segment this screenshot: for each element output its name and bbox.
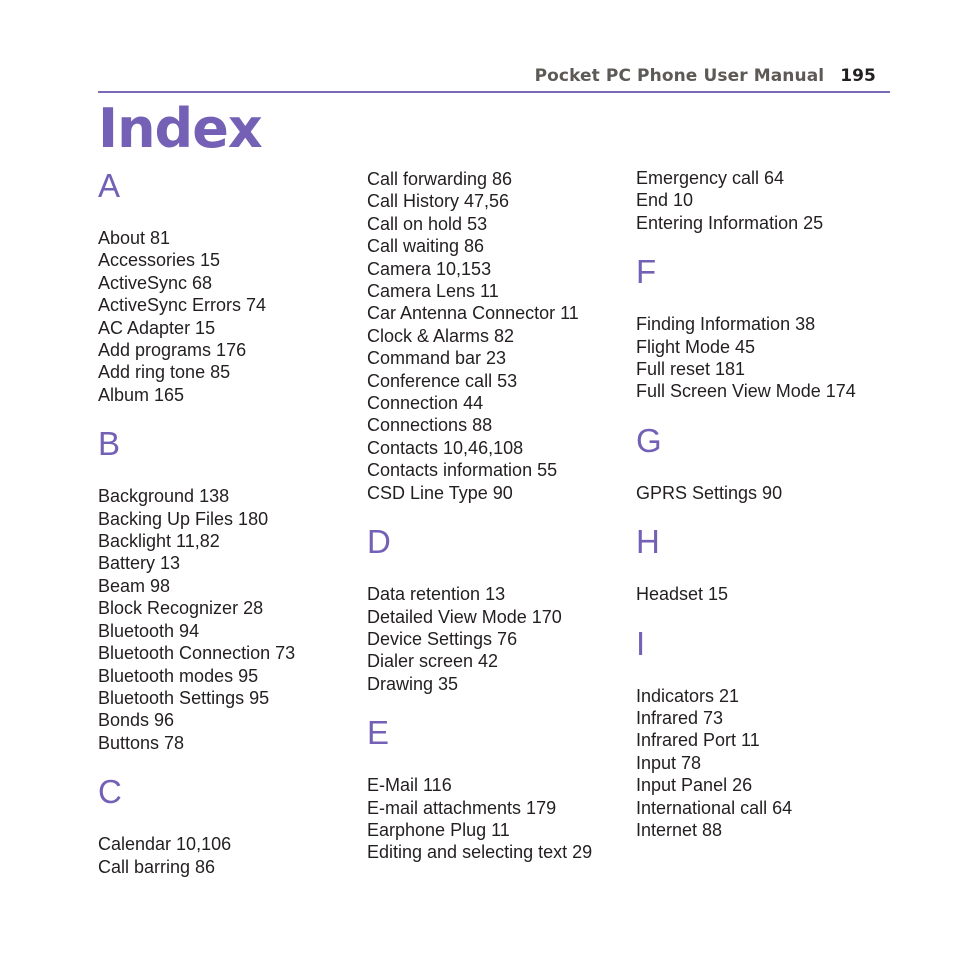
index-entry: Finding Information 38 [636,314,816,335]
index-entry: Background 138 [98,486,230,507]
index-entry: Editing and selecting text 29 [367,842,593,863]
index-entry: Bluetooth modes 95 [98,665,259,686]
index-entry: Full Screen View Mode 174 [636,381,856,402]
index-entry: Backing Up Files 180 [98,508,269,529]
index-entry: Infrared 73 [636,708,724,729]
section-letter: B [98,425,121,463]
index-entry: Bluetooth 94 [98,620,200,641]
section-letter: E [367,714,390,752]
index-entry: Car Antenna Connector 11 [367,303,579,324]
index-entry: Infrared Port 11 [636,730,760,751]
index-entry: Accessories 15 [98,250,221,271]
index-entry: Flight Mode 45 [636,336,756,357]
index-entry: Calendar 10,106 [98,834,232,855]
index-entry: Earphone Plug 11 [367,819,510,840]
section-letter: G [636,421,662,459]
section-letter: C [98,773,122,811]
header-rule [98,91,890,93]
index-entry: Indicators 21 [636,685,740,706]
index-entry: E-Mail 116 [367,775,452,796]
index-entry: Internet 88 [636,820,723,841]
section-letter: H [636,523,660,561]
index-entry: E-mail attachments 179 [367,797,557,818]
index-entry: Conference call 53 [367,370,518,391]
index-entry: International call 64 [636,797,793,818]
index-column-3 [636,167,906,842]
index-entry: Connection 44 [367,393,484,414]
index-entry: Add ring tone 85 [98,362,231,383]
index-entry: Call forwarding 86 [367,169,513,189]
index-entry: Command bar 23 [367,348,507,369]
index-entry: Album 165 [98,384,185,405]
index-entry: ActiveSync Errors 74 [98,295,267,316]
index-entry: Emergency call 64 [636,168,785,188]
index-entry: Camera Lens 11 [367,281,499,302]
index-entry: Call waiting 86 [367,236,485,257]
index-entry: ActiveSync 68 [98,272,213,293]
index-column-2 [367,168,637,864]
section-letter: I [636,624,646,662]
index-entry: Input Panel 26 [636,775,753,796]
index-entry: Dialer screen 42 [367,651,499,672]
index-entry: Connections 88 [367,415,493,436]
index-entry: Detailed View Mode 170 [367,606,562,627]
index-entry: Input 78 [636,752,702,773]
index-entry: GPRS Settings 90 [636,482,783,503]
index-entry: Call barring 86 [98,856,216,877]
index-entry: About 81 [98,228,171,248]
index-entry: Headset 15 [636,584,729,605]
index-entry: Beam 98 [98,575,171,596]
index-entry: Backlight 11,82 [98,531,220,552]
running-header [535,66,876,86]
index-entry: Add programs 176 [98,340,247,361]
section-letter: A [98,167,121,204]
index-entry: Block Recognizer 28 [98,598,264,619]
page-title: Index [98,97,262,160]
index-entry: Bonds 96 [98,710,175,731]
index-entry: Drawing 35 [367,673,459,694]
index-column-1 [98,167,368,878]
section-letter: F [636,253,657,291]
index-entry: End 10 [636,190,694,211]
index-entry: Clock & Alarms 82 [367,325,515,346]
index-entry: Camera 10,153 [367,258,492,279]
index-entry: Contacts 10,46,108 [367,437,524,458]
index-entry: Battery 13 [98,553,181,574]
index-entry: Buttons 78 [98,732,185,753]
index-entry: Bluetooth Connection 73 [98,643,296,664]
index-entry: Contacts information 55 [367,460,558,481]
manual-title: Pocket PC Phone User Manual [534,66,825,86]
index-entry: Full reset 181 [636,359,746,380]
index-entry: Call on hold 53 [367,213,488,234]
index-entry: CSD Line Type 90 [367,482,513,503]
index-entry: Entering Information 25 [636,212,824,233]
index-entry: Data retention 13 [367,584,506,605]
index-entry: Device Settings 76 [367,628,518,649]
page-number: 195 [840,66,876,86]
index-entry: Call History 47,56 [367,191,510,212]
index-entry: Bluetooth Settings 95 [98,687,270,708]
section-letter: D [367,523,391,561]
index-entry: AC Adapter 15 [98,317,216,338]
